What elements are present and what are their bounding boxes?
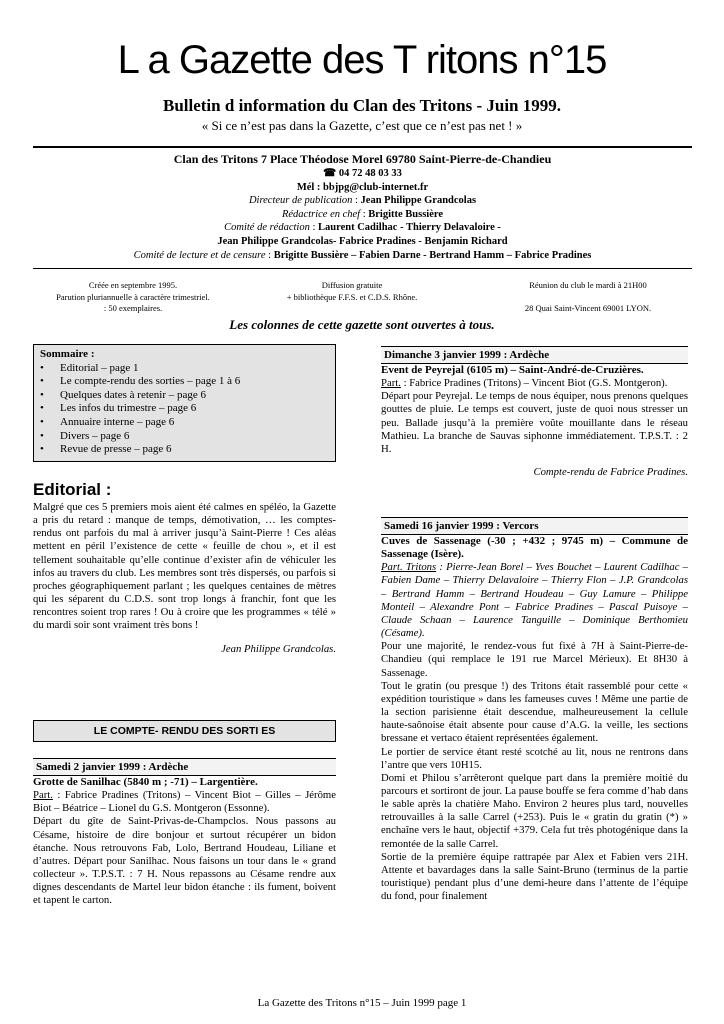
committee-line2: Jean Philippe Grandcolas- Fabrice Pradines - Benjamin Richard	[217, 235, 508, 247]
info-meeting-address: 28 Quai Saint-Vincent 69001 LYON.	[524, 302, 652, 313]
trip3-paragraph-5: Sortie de la première équipe rattrapée par Alex et Fabien vers 21H. Attente et bavardages dans la salle Saint-Bruno (terminus de la partie touristique) pendant plus d’une demi-heure dans l’attente de l’équipe du fond, pour finalement	[381, 850, 688, 903]
gazette-subtitle: Bulletin d information du Clan des Tritons - Juin 1999.	[162, 96, 561, 115]
committee-label: Comité de rédaction	[224, 222, 310, 234]
reading-names: Brigitte Bussière – Fabien Darne - Bertrand Hamm – Fabrice Pradines	[273, 249, 592, 261]
trip3-date: Samedi 16 janvier 1999 : Vercors	[381, 517, 688, 535]
info-frequency: Parution pluriannuelle à caractère trimestriel.	[56, 291, 210, 302]
info-left	[33, 280, 233, 315]
info-right	[488, 280, 688, 314]
trip3-paragraph-3: Le portier de service étant resté scotché au lit, nous ne rentrons dans l’antre que vers 10H15.	[381, 745, 688, 771]
trip1-article	[33, 758, 336, 908]
list-item: • Revue de presse – page 6	[40, 443, 329, 457]
reading-label: Comité de lecture et de censure	[133, 249, 266, 261]
trip2-article	[381, 346, 688, 479]
trip2-date: Dimanche 3 janvier 1999 : Ardèche	[381, 346, 688, 364]
trip2-part-label: Part.	[381, 377, 401, 390]
trip2-signature: Compte-rendu de Fabrice Pradines.	[533, 466, 688, 479]
info-copies: : 50 exemplaires.	[103, 303, 163, 313]
trip1-part-label: Part.	[33, 789, 53, 802]
list-item: • Quelques dates à retenir – page 6	[40, 389, 329, 403]
list-item: • Annuaire interne – page 6	[40, 416, 329, 430]
editorial-text: Malgré que ces 5 premiers mois aient été calmes en spéléo, la Gazette a pris du retard : manque de temps, démotivation, … les comptes-rendus ont parfois du mal à arriver jusqu’à Saint-Pierre ! Ces aléas mettent en péril l’existence de cette « feuille de chou », et il est tellement souhaitable qu’elle continue d’exister afin de véhiculer les infos au travers du club. Les membres sont très dispersés, ou parfois si proches géographiquement parlant ; les quelques centaines de mètres qui les séparent du C.D.S. sont trop longs à franchir, font que les rencontres soient trop rares ! Ou à croire que les programmes « télé » du mardi soir sont vraiment très bons !	[33, 501, 336, 632]
trip3-article	[381, 517, 688, 903]
list-item: • Divers – page 6	[40, 430, 329, 444]
list-item: • Le compte-rendu des sorties – page 1 à 6	[40, 375, 329, 389]
trip2-place: Event de Peyrejal (6105 m) – Saint-André-de-Cruzières.	[381, 364, 644, 376]
director-label: Directeur de publication	[248, 195, 353, 207]
trip1-participants: : Fabrice Pradines (Tritons) – Vincent Biot – Gilles – Jérôme Biot – Béatrice – Lionel du G.S. Montgeron (Essonne).	[33, 789, 336, 815]
director-name: Jean Philippe Grandcolas	[360, 195, 477, 207]
info-meeting: Réunion du club le mardi à 21H00	[529, 280, 647, 290]
trip1-text: Départ du gîte de Saint-Privas-de-Champclos. Nous passons au Césame, histoire de dire bonjour et surtout récupérer un bidon étanche. Nous retrouvons Fab, Lolo, Bertrand Houdeau, Liliane et d’autres. Départ pour Sanilhac. Nous faisons un tour dans le « grand collecteur ». T.P.S.T. : 7 H. Nous repassons au Césame rendre aux dignes descendants de Martel leur bidon étanche : ils fument, boivent et tapent le carton.	[33, 815, 336, 907]
trip2-text: Départ pour Peyrejal. Le temps de nous équiper, nous prenons quelques gouttes de pluie. Le temps est couvert, juste de quoi nous stresser un peu. Ballade jusqu’à la première voûte mouillante dans le réseau Mathieu. La branche de Sauvas siphonne immédiatement. T.P.S.T. : 2 H.	[381, 390, 688, 455]
trip3-paragraph-2: Tout le gratin (ou presque !) des Tritons était rassemblé pour cette « expédition touristique » dans les fameuses cuves ! Même une partie de la section parisienne était descendue, malheureusement la cellule haute-saônoise était absente pour cause d’A.G. la veille, les sections bressane et vertaco étaient représentées également.	[381, 679, 688, 745]
trip3-paragraph-1: Pour une majorité, le rendez-vous fut fixé à 7H à Saint-Pierre-de-Chandieu (qui remplace le 191 rue Marcel Mérieux). Et 8H30 à Sassenage.	[381, 640, 688, 679]
club-phone: ☎ 04 72 48 03 33	[323, 168, 402, 179]
list-item: • Les infos du trimestre – page 6	[40, 402, 329, 416]
section-title-box: LE COMPTE- RENDU DES SORTI ES	[33, 720, 336, 742]
trip3-paragraph-4: Domi et Philou s’arrêteront quelque part dans la première moitié du parcours et sortiront de jour. La pause bouffe se fera comme d’hab dans le sable après la chatière Maho. Environ 2 heures plus tard, nouvelles retrouvailles à la salle Carrel (+253). Puis le « gratin du gratin (*) » enchaîne vers le haut, objectif +379. Cela fut très photogénique dans la remontée de la salle Carrel.	[381, 771, 688, 850]
trip1-place: Grotte de Sanilhac (5840 m ; -71) – Largentière.	[33, 776, 258, 788]
trip3-part-label: Part. Tritons	[381, 561, 437, 574]
info-mid	[252, 280, 452, 303]
editorial-body	[33, 501, 336, 656]
trip2-participants: : Fabrice Pradines (Tritons) – Vincent Biot (G.S. Montgeron).	[400, 377, 668, 390]
gazette-title: L a Gazette des T ritons n°15	[117, 38, 607, 82]
club-email[interactable]: Mél : bbjpg@club-internet.fr	[296, 181, 429, 193]
list-item: • Editorial – page 1	[40, 362, 329, 376]
info-library: + bibliothèque F.F.S. et C.D.S. Rhône.	[286, 291, 418, 302]
editor-name: Brigitte Bussière	[368, 208, 444, 220]
page-footer: La Gazette des Tritons n°15 – Juin 1999 page 1	[257, 997, 467, 1009]
trip3-place: Cuves de Sassenage (-30 ; +432 ; 9745 m) – Commune de Sassenage (Isère).	[381, 535, 688, 561]
open-columns-note: Les colonnes de cette gazette sont ouvertes à tous.	[229, 317, 495, 332]
gazette-motto: « Si ce n’est pas dans la Gazette, c’est que ce n’est pas net ! »	[201, 118, 523, 133]
sommaire-heading: Sommaire :	[40, 348, 95, 360]
info-created: Créée en septembre 1995.	[88, 280, 178, 290]
header-rule	[33, 146, 692, 148]
masthead: Clan des Tritons 7 Place Théodose Morel 69780 Saint-Pierre-de-Chandieu ☎ 04 72 48 03 33 Mél : bbjpg@club-internet.fr Directeur de publication : Jean Philippe Grandcolas Rédactrice en chef : Brigitte Bussière Comité de rédaction : Laurent Cadilhac - Thierry Delavaloire - Jean Philippe Grandcolas- Fabrice Pradines - Benjamin Richard Comité de lecture et de censure : Brigitte Bussière – Fabien Darne - Bertrand Hamm – Fabrice Pradines	[33, 151, 692, 262]
editorial-signature: Jean Philippe Grandcolas.	[221, 642, 336, 655]
trip3-participants: : Pierre-Jean Borel – Yves Bouchet – Laurent Cadilhac – Fabien Dame – Thierry Delavaloire – Thierry Flon – J.P. Grandcolas – Bertrand Hamm – Bertrand Houdeau – Guy Lamure – Philippe Monteil – Alexandre Pont – Fabrice Pradines – Pascal Puisoye – Claude Schaan – Laurence Tanguille – Dominique Berthomieu (Césame).	[381, 561, 688, 640]
editorial-heading: Editorial :	[33, 480, 112, 499]
club-address: Clan des Tritons 7 Place Théodose Morel 69780 Saint-Pierre-de-Chandieu	[173, 152, 552, 166]
masthead-rule	[33, 268, 692, 269]
info-distribution: Diffusion gratuite	[321, 280, 383, 290]
sommaire-box	[33, 344, 336, 462]
committee-line1: Laurent Cadilhac - Thierry Delavaloire -	[318, 222, 501, 234]
editor-label: Rédactrice en chef	[281, 208, 361, 220]
trip1-date: Samedi 2 janvier 1999 : Ardèche	[33, 758, 336, 776]
